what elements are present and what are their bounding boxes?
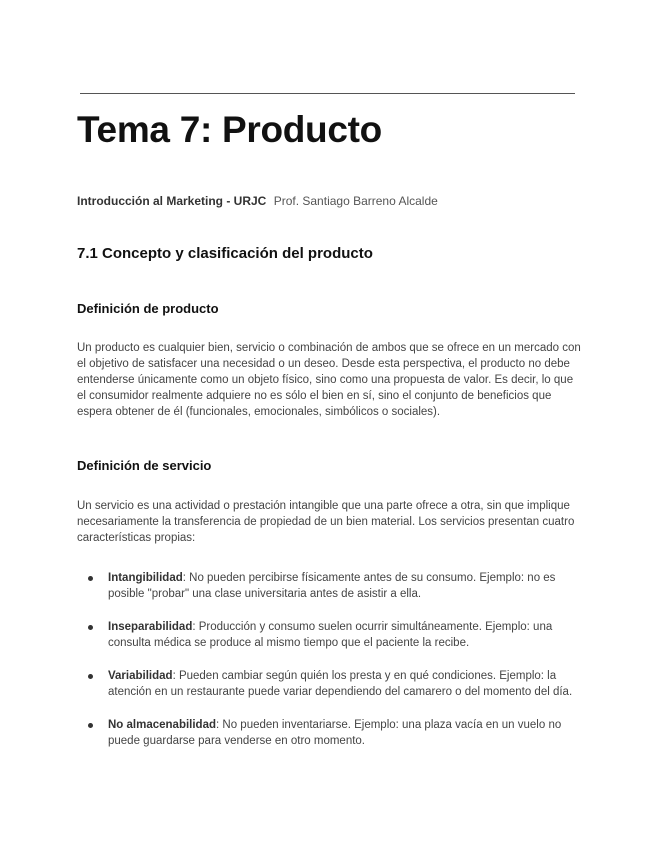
professor-name: Prof. Santiago Barreno Alcalde <box>273 194 438 208</box>
list-item <box>86 570 578 602</box>
characteristic-term: Intangibilidad <box>108 572 183 584</box>
list-item <box>86 668 578 700</box>
section-heading: 7.1 Concepto y clasificación del producto <box>77 245 373 262</box>
top-divider <box>80 93 575 94</box>
service-characteristics-list <box>86 570 578 766</box>
characteristic-term: No almacenabilidad <box>108 719 217 731</box>
service-definition-text: Un servicio es una actividad o prestación intangible que una parte ofrece a otra, sin que implique necesariamente la transferencia de propiedad de un bien material. Los servicios presentan cuatro características propias: <box>77 500 575 544</box>
page-title: Tema 7: Producto <box>77 109 382 150</box>
characteristic-description: : Pueden cambiar según quién los presta y en qué condiciones. Ejemplo: la atención en un restaurante puede variar dependiendo del camarero o del momento del día. <box>108 670 573 698</box>
bullet-icon <box>88 625 93 630</box>
list-item <box>86 717 578 749</box>
bullet-icon <box>88 674 93 679</box>
product-definition-text: Un producto es cualquier bien, servicio o combinación de ambos que se ofrece en un mercado con el objetivo de satisfacer una necesidad o un deseo. Desde esta perspectiva, el producto no debe entenderse únicamente como un objeto físico, sino como una propuesta de valor. Es decir, lo que el consumidor realmente adquiere no es sólo el bien en sí, sino el conjunto de beneficios que espera obtener de él (funcionales, emocionales, simbólicos o sociales). <box>77 342 581 418</box>
product-definition-heading: Definición de producto <box>77 301 219 316</box>
list-item <box>86 619 578 651</box>
bullet-icon <box>88 576 93 581</box>
characteristic-description: : Producción y consumo suelen ocurrir simultáneamente. Ejemplo: una consulta médica se produce al mismo tiempo que el paciente la recibe. <box>108 621 553 649</box>
course-info <box>77 193 438 209</box>
course-name: Introducción al Marketing - URJC <box>77 194 267 208</box>
bullet-icon <box>88 723 93 728</box>
characteristic-term: Variabilidad <box>108 670 173 682</box>
characteristic-description: : No pueden percibirse físicamente antes de su consumo. Ejemplo: no es posible "probar" una clase universitaria antes de asistir a ella. <box>108 572 556 600</box>
service-definition-heading: Definición de servicio <box>77 458 212 473</box>
characteristic-description: : No pueden inventariarse. Ejemplo: una plaza vacía en un vuelo no puede guardarse para venderse en otro momento. <box>108 719 562 747</box>
characteristic-term: Inseparabilidad <box>108 621 193 633</box>
